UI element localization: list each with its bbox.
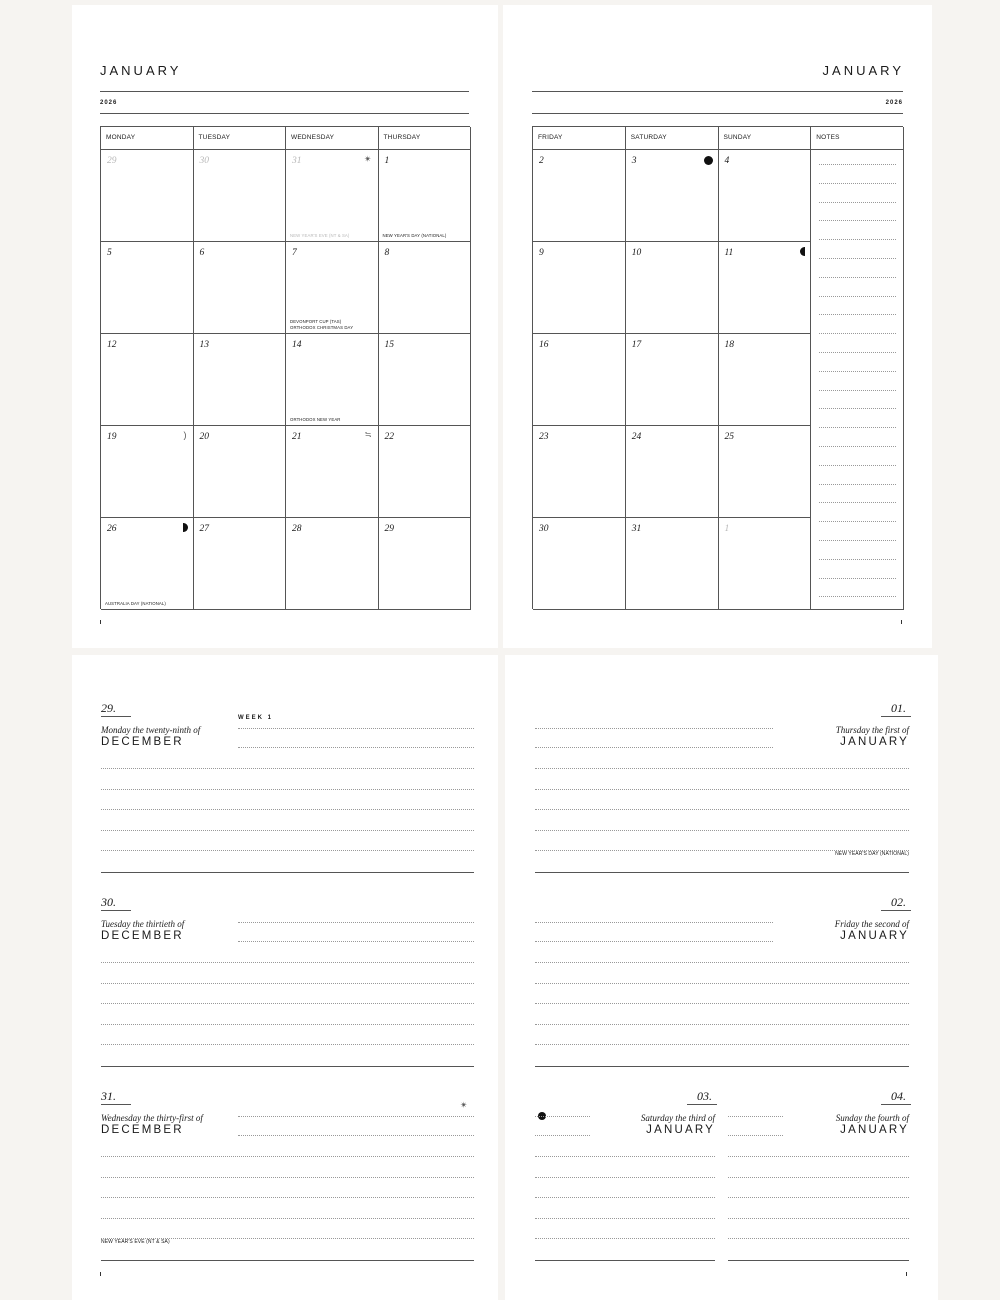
day-number: 04.	[891, 1089, 906, 1103]
day-number: 30.	[101, 895, 116, 909]
firework-icon: ✴	[363, 154, 372, 164]
notes-line	[819, 239, 896, 240]
entry-line	[101, 1218, 474, 1219]
day-month: JANUARY	[840, 1124, 909, 1136]
day-phrase: Sunday the fourth of	[835, 1113, 909, 1123]
entry-line	[535, 1197, 715, 1198]
entry-line	[535, 1238, 715, 1239]
day-number-rule	[101, 1104, 131, 1105]
day-number: 3	[631, 156, 637, 166]
entry-line	[535, 1116, 590, 1117]
weekday-header: THURSDAY	[379, 127, 472, 150]
notes-line	[819, 183, 896, 184]
day-cell	[194, 242, 287, 334]
title-rule	[532, 91, 903, 92]
entry-line	[238, 941, 474, 942]
day-number: 30	[539, 524, 549, 534]
entry-line	[535, 728, 773, 729]
day-month: DECEMBER	[101, 736, 184, 748]
day-month: JANUARY	[646, 1124, 715, 1136]
day-cell	[286, 426, 379, 518]
day-number: 1	[384, 156, 390, 166]
day-number: 9	[539, 248, 544, 258]
day-month: JANUARY	[840, 930, 909, 942]
day-cell	[626, 150, 719, 242]
notes-line	[819, 352, 896, 353]
aquarius-icon: ≒	[364, 430, 372, 439]
notes-line	[819, 333, 896, 334]
notes-line	[819, 164, 896, 165]
notes-line	[819, 371, 896, 372]
day-cell	[626, 426, 719, 518]
page-mark	[100, 620, 101, 624]
day-cell	[379, 334, 472, 426]
entry-line	[535, 789, 909, 790]
day-cell	[194, 150, 287, 242]
day-number: 22	[384, 432, 394, 442]
notes-line	[819, 258, 896, 259]
day-cell	[719, 150, 812, 242]
entry-line	[101, 983, 474, 984]
day-number: 1	[724, 524, 730, 534]
day-number: 5	[107, 248, 112, 258]
weekday-header: SUNDAY	[719, 127, 812, 150]
page-mark	[901, 620, 902, 624]
entry-line	[238, 728, 474, 729]
day-cell	[719, 334, 812, 426]
day-number: 29	[384, 524, 394, 534]
entry-line	[728, 1218, 909, 1219]
monthly-left-page	[72, 5, 498, 648]
day-cell	[379, 242, 472, 334]
day-divider	[535, 1066, 909, 1067]
entry-line	[535, 1024, 909, 1025]
day-cell	[379, 426, 472, 518]
day-cell	[101, 150, 194, 242]
holiday-note: AUSTRALIA DAY (NATIONAL)	[105, 600, 166, 606]
notes-line	[819, 427, 896, 428]
day-phrase: Thursday the first of	[835, 725, 909, 735]
last-quarter-moon-icon	[800, 247, 805, 256]
entry-line	[535, 983, 909, 984]
notes-line	[819, 314, 896, 315]
year-label: 2026	[885, 100, 903, 106]
day-number: 6	[199, 248, 205, 258]
entry-line	[728, 1197, 909, 1198]
weekday-header: WEDNESDAY	[286, 127, 379, 150]
day-divider	[101, 872, 474, 873]
notes-line	[819, 559, 896, 560]
day-number: 01.	[891, 701, 906, 715]
weekday-header: SATURDAY	[626, 127, 719, 150]
entry-line	[535, 1156, 715, 1157]
day-number: 10	[631, 248, 642, 258]
entry-line	[101, 768, 474, 769]
day-number: 29.	[101, 701, 116, 715]
holiday-note: DEVONPORT CUP (TAS) ORTHODOX CHRISTMAS DAY	[290, 319, 354, 330]
holiday-note: NEW YEAR'S DAY (NATIONAL)	[835, 851, 909, 857]
entry-line	[101, 789, 474, 790]
day-cell	[533, 334, 626, 426]
day-month: DECEMBER	[101, 1124, 184, 1136]
day-number: 24	[631, 432, 642, 442]
day-number: 26	[107, 524, 117, 534]
day-divider	[101, 1260, 474, 1261]
day-number-rule	[101, 716, 131, 717]
day-number: 31.	[101, 1089, 116, 1103]
holiday-note: NEW YEAR'S DAY (NATIONAL)	[382, 232, 447, 238]
year-rule	[532, 113, 903, 114]
notes-line	[819, 578, 896, 579]
day-number: 18	[724, 340, 734, 350]
entry-line	[238, 922, 474, 923]
day-number-rule	[881, 1104, 911, 1105]
holiday-note: NEW YEAR'S EVE (NT & SA)	[101, 1239, 170, 1245]
full-moon-icon	[704, 156, 713, 165]
weekday-header: TUESDAY	[194, 127, 287, 150]
day-phrase: Wednesday the thirty-first of	[101, 1113, 203, 1123]
day-number-rule	[687, 1104, 717, 1105]
day-number: 16	[539, 340, 549, 350]
notes-line	[819, 596, 896, 597]
entry-line	[238, 1116, 474, 1117]
day-cell	[101, 334, 194, 426]
year-label: 2026	[100, 100, 118, 106]
entry-line	[238, 1135, 474, 1136]
entry-line	[101, 1238, 474, 1239]
day-divider	[101, 1066, 474, 1067]
day-number-rule	[101, 910, 131, 911]
day-number: 13	[199, 340, 209, 350]
entry-line	[728, 1135, 783, 1136]
entry-line	[101, 1044, 474, 1045]
notes-line	[819, 484, 896, 485]
day-number: 29	[107, 156, 117, 166]
entry-line	[101, 1197, 474, 1198]
entry-line	[535, 1218, 715, 1219]
entry-line	[728, 1156, 909, 1157]
entry-line	[101, 830, 474, 831]
day-phrase: Monday the twenty-ninth of	[101, 725, 201, 735]
notes-line	[819, 540, 896, 541]
notes-line	[819, 390, 896, 391]
entry-line	[728, 1177, 909, 1178]
entry-line	[238, 747, 474, 748]
entry-line	[535, 1003, 909, 1004]
day-cell	[379, 518, 472, 610]
day-number: 17	[631, 340, 642, 350]
entry-line	[535, 768, 909, 769]
weekday-header: FRIDAY	[533, 127, 626, 150]
day-cell	[626, 518, 719, 610]
day-number: 15	[384, 340, 394, 350]
day-number-rule	[881, 910, 911, 911]
day-cell	[286, 242, 379, 334]
day-number: 20	[199, 432, 209, 442]
entry-line	[101, 1156, 474, 1157]
day-number: 12	[107, 340, 117, 350]
day-number: 02.	[891, 895, 906, 909]
day-number: 03.	[697, 1089, 712, 1103]
day-cell	[719, 242, 812, 334]
day-cell	[533, 150, 626, 242]
title-rule	[100, 91, 469, 92]
day-cell	[533, 242, 626, 334]
weekly-right-page	[505, 655, 938, 1300]
day-phrase: Tuesday the thirtieth of	[101, 919, 185, 929]
day-cell	[101, 426, 194, 518]
entry-line	[101, 962, 474, 963]
weekday-header: NOTES	[811, 127, 904, 150]
entry-line	[535, 1177, 715, 1178]
notes-line	[819, 502, 896, 503]
day-number: 27	[199, 524, 209, 534]
monthly-right-page	[503, 5, 932, 648]
entry-line	[535, 1044, 909, 1045]
entry-line	[535, 1135, 590, 1136]
notes-line	[819, 202, 896, 203]
day-number-rule	[881, 716, 911, 717]
month-grid-right	[532, 126, 903, 609]
first-quarter-moon-icon	[183, 523, 188, 532]
notes-line	[819, 296, 896, 297]
crescent-moon-icon: )	[183, 430, 187, 440]
day-phrase: Friday the second of	[834, 919, 909, 929]
day-number: 30	[199, 156, 209, 166]
day-cell	[286, 150, 379, 242]
holiday-note: ORTHODOX NEW YEAR	[290, 416, 341, 422]
day-number: 7	[292, 248, 297, 258]
month-title: JANUARY	[100, 63, 182, 78]
day-cell	[194, 518, 287, 610]
day-number: 23	[539, 432, 549, 442]
entry-line	[101, 850, 474, 851]
weekly-left-page	[72, 655, 498, 1300]
entry-line	[728, 1116, 783, 1117]
day-cell	[379, 150, 472, 242]
holiday-note: NEW YEAR'S EVE (NT & SA)	[290, 232, 350, 238]
day-cell	[101, 242, 194, 334]
entry-line	[535, 962, 909, 963]
day-divider	[535, 872, 909, 873]
notes-line	[819, 521, 896, 522]
day-number: 21	[292, 432, 302, 442]
day-month: DECEMBER	[101, 930, 184, 942]
entry-line	[535, 809, 909, 810]
day-cell	[719, 518, 812, 610]
week-label: WEEK 1	[238, 715, 274, 721]
entry-line	[101, 1177, 474, 1178]
notes-line	[819, 220, 896, 221]
notes-line	[819, 446, 896, 447]
day-phrase: Saturday the third of	[640, 1113, 715, 1123]
day-number: 25	[724, 432, 734, 442]
page-mark	[100, 1272, 101, 1276]
day-number: 19	[107, 432, 117, 442]
day-cell	[194, 334, 287, 426]
day-cell	[194, 426, 287, 518]
year-rule	[100, 113, 469, 114]
day-month: JANUARY	[840, 736, 909, 748]
day-cell	[286, 518, 379, 610]
entry-line	[535, 941, 773, 942]
day-cell	[626, 334, 719, 426]
entry-line	[535, 850, 909, 851]
day-number: 31	[292, 156, 302, 166]
notes-line	[819, 277, 896, 278]
entry-line	[101, 809, 474, 810]
entry-line	[728, 1238, 909, 1239]
day-cell	[719, 426, 812, 518]
day-cell	[286, 334, 379, 426]
day-number: 2	[539, 156, 544, 166]
day-cell	[533, 518, 626, 610]
entry-line	[535, 922, 773, 923]
day-number: 28	[292, 524, 302, 534]
entry-line	[101, 1003, 474, 1004]
page-mark	[906, 1272, 907, 1276]
firework-icon: ✴	[460, 1100, 468, 1110]
day-cell	[101, 518, 194, 610]
day-divider	[535, 1260, 715, 1261]
notes-column	[811, 150, 904, 610]
day-number: 8	[384, 248, 390, 258]
weekday-header: MONDAY	[101, 127, 194, 150]
entry-line	[535, 747, 773, 748]
notes-line	[819, 408, 896, 409]
day-number: 4	[724, 156, 730, 166]
entry-line	[535, 830, 909, 831]
day-number: 11	[724, 248, 734, 258]
month-title: JANUARY	[822, 63, 904, 78]
notes-line	[819, 465, 896, 466]
day-cell	[626, 242, 719, 334]
day-divider	[728, 1260, 909, 1261]
day-number: 31	[631, 524, 642, 534]
day-cell	[533, 426, 626, 518]
month-grid-left	[100, 126, 470, 609]
day-number: 14	[292, 340, 302, 350]
entry-line	[101, 1024, 474, 1025]
